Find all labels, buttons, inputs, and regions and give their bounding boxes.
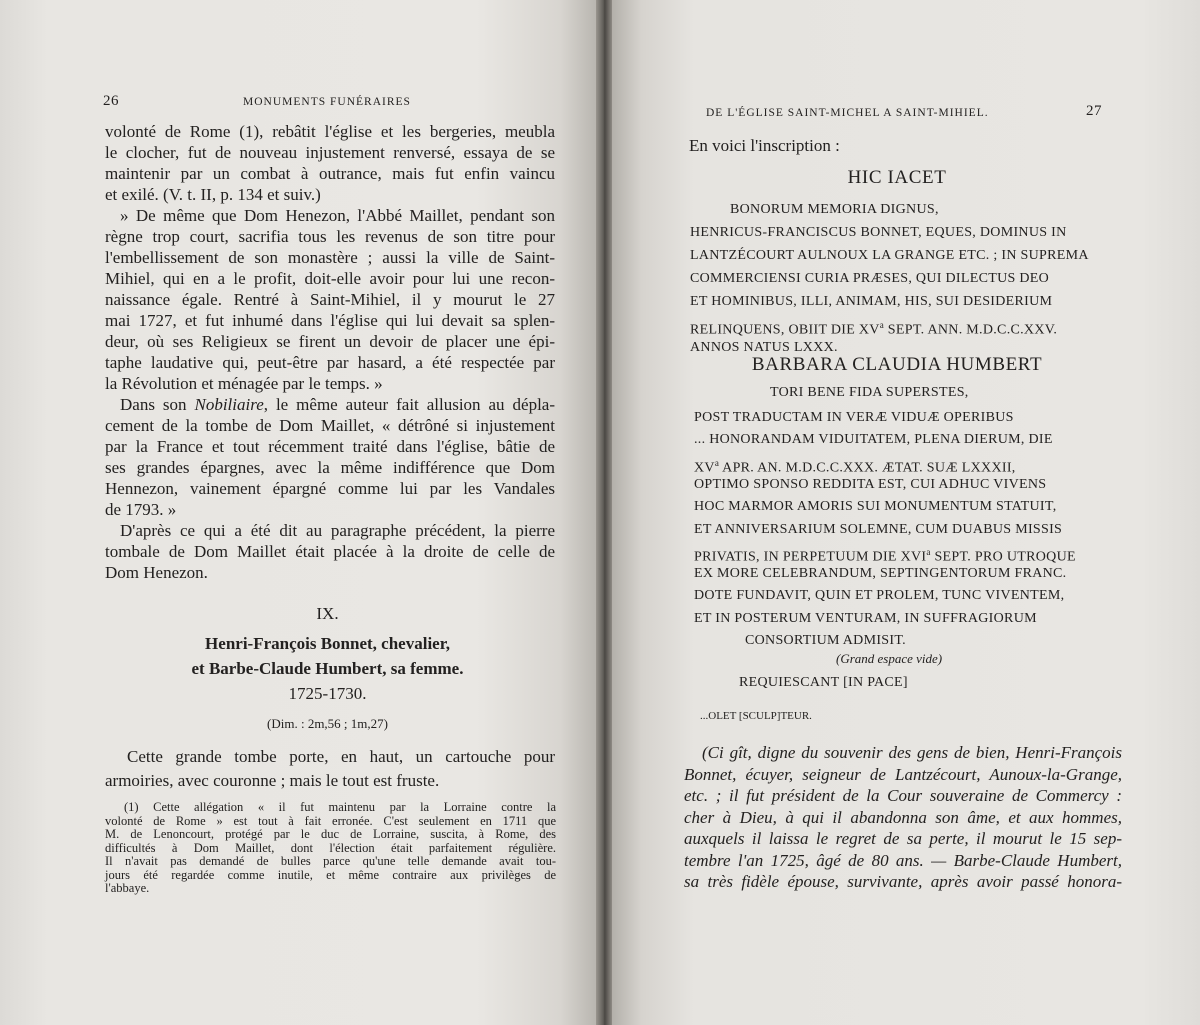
inscription-line: HOC MARMOR AMORIS SUI MONUMENTUM STATUIT,: [694, 499, 1057, 515]
right-page-number: 27: [1086, 103, 1102, 119]
body-text-line: par la France et tout récemment traité dans l'église, bâtie de: [105, 437, 555, 456]
body-text-line: deur, où ses Religieux se firent un devoir de placer une épi-: [105, 332, 555, 351]
inscription-title: HIC IACET: [847, 167, 947, 188]
inscription-line: ET IN POSTERUM VENTURAM, IN SUFFRAGIORUM: [694, 610, 1037, 626]
inscription-line: POST TRADUCTAM IN VERÆ VIDUÆ OPERIBUS: [694, 410, 1014, 425]
footnote-line: l'abbaye.: [105, 881, 150, 895]
inscription-line: BONORUM MEMORIA DIGNUS,: [730, 202, 939, 217]
body-text-line: le clocher, fut de nouveau injustement renversé, essaya de se: [105, 143, 555, 162]
footnote-line: volonté de Rome » est tout à fait erronée. C'est seulement en 1711 que: [105, 813, 556, 828]
right-running-head: DE L'ÉGLISE SAINT-MICHEL A SAINT-MIHIEL.: [706, 107, 989, 119]
body-text-line: la Révolution et ménagée par le temps. »: [105, 374, 383, 393]
translation-line: auxquels il laissa le regret de sa perte, il mourut le 15 sep-: [684, 829, 1122, 848]
left-page-number: 26: [103, 93, 119, 109]
body-text-line: Hennezon, vainement épargné comme lui par les Vandales: [105, 479, 555, 498]
dimensions-note: (Dim. : 2m,56 ; 1m,27): [267, 716, 388, 731]
body-text-line: de 1793. »: [105, 500, 177, 519]
inscription-line: ET HOMINIBUS, ILLI, ANIMAM, HIS, SUI DESIDERIUM: [690, 294, 1053, 309]
body-text-line: volonté de Rome (1), rebâtit l'église et les bergeries, meubla: [105, 122, 555, 141]
section-title-line-1: Henri-François Bonnet, chevalier,: [205, 634, 450, 653]
book-gutter: [596, 0, 612, 1025]
inscription-intro: En voici l'inscription :: [689, 136, 840, 155]
wife-line: TORI BENE FIDA SUPERSTES,: [770, 385, 969, 400]
requiescant-line: REQUIESCANT [IN PACE]: [739, 675, 908, 690]
inscription-line: CONSORTIUM ADMISIT.: [745, 633, 906, 648]
translation-line: tembre l'an 1725, âgé de 80 ans. — Barbe-Claude Humbert,: [684, 850, 1122, 870]
translation-line: (Ci gît, digne du souvenir des gens de bien, Henri-François: [702, 743, 1122, 762]
inscription-line: $XV^a$ APR. AN. M.D.C.C.XXX. ÆTAT. SUÆ LXXXII,: [694, 457, 1016, 476]
translation-line: etc. ; il fut président de la Cour souveraine de Commercy :: [684, 786, 1122, 805]
footnote-line: difficultés à Dom Maillet, dont l'élection était parfaitement régulière.: [105, 840, 556, 855]
section-dates: 1725-1730.: [288, 684, 367, 703]
footnote-line: (1) Cette allégation « il fut maintenu par la Lorraine contre la: [124, 800, 556, 814]
body-text-line: Dans son Nobiliaire, le même auteur fait allusion au dépla-: [120, 395, 555, 414]
inscription-line: ET ANNIVERSARIUM SOLEMNE, CUM DUABUS MISSIS: [694, 521, 1063, 537]
body-text-line: règne trop court, sacrifia tous les revenus de son titre pour: [105, 227, 555, 246]
body-text-line: l'embellissement de son monastère ; aussi la ville de Saint-: [105, 248, 555, 267]
footnote-line: jours été regardée comme inutile, et même contraire aux privilèges de: [105, 867, 556, 882]
translation-line: Bonnet, écuyer, seigneur de Lantzécourt, Aunoux-la-Grange,: [684, 764, 1122, 784]
footnote-line: Il n'avait pas demandé de bulles parce qu'une telle demande avait tou-: [105, 854, 556, 868]
description-line: Cette grande tombe porte, en haut, un cartouche pour: [127, 747, 555, 766]
body-text-line: » De même que Dom Henezon, l'Abbé Maillet, pendant son: [120, 206, 555, 225]
inscription-line: DOTE FUNDAVIT, QUIN ET PROLEM, TUNC VIVENTEM,: [694, 588, 1065, 604]
wife-name: BARBARA CLAUDIA HUMBERT: [751, 354, 1043, 375]
inscription-line: RELINQUENS, OBIIT DIE $XV^a$ SEPT. ANN. M.D.C.C.XXV.: [690, 320, 1058, 338]
translation-line: cher à Dieu, à qui il abandonna son âme, et aux hommes,: [684, 807, 1122, 827]
footnote-line: M. de Lenoncourt, protégé par le duc de Lorraine, suscita, à Rome, des: [105, 827, 556, 841]
inscription-line: ... HONORANDAM VIDUITATEM, PLENA DIERUM, DIE: [694, 432, 1053, 448]
inscription-line: PRIVATIS, IN PERPETUUM DIE XVI$^a$ SEPT. PRO UTROQUE: [694, 546, 1076, 565]
left-running-head: MONUMENTS FUNÉRAIRES: [243, 96, 411, 108]
body-text-line: cement de la tombe de Dom Maillet, « détrôné si injustement: [105, 416, 555, 435]
body-text-line: ses grandes épargnes, avec la même indifférence que Dom: [105, 458, 555, 477]
body-text-line: D'après ce qui a été dit au paragraphe précédent, la pierre: [120, 521, 555, 540]
body-text-line: mai 1727, et fut inhumé dans l'église qui lui devait sa splen-: [105, 311, 555, 330]
inscription-line: ANNOS NATUS LXXX.: [690, 340, 838, 355]
sculptor-line: ...OLET [SCULP]TEUR.: [700, 710, 812, 722]
body-text-line: taphe laudative qui, peut-être par hasard, a été respectée par: [105, 353, 555, 372]
section-number: IX.: [316, 604, 339, 623]
left-page: [0, 0, 596, 1025]
body-text-line: maintenir par un combat à outrance, mais fut enfin vaincu: [105, 164, 555, 183]
blank-space-note: (Grand espace vide): [836, 651, 943, 666]
body-text-line: et exilé. (V. t. II, p. 134 et suiv.): [105, 185, 321, 204]
inscription-line: LANTZÉCOURT AULNOUX LA GRANGE ETC. ; IN SUPREMA: [690, 248, 1089, 263]
body-text-line: naissance égale. Rentré à Saint-Mihiel, il y mourut le 27: [105, 290, 555, 309]
inscription-line: COMMERCIENSI CURIA PRÆSES, QUI DILECTUS DEO: [690, 271, 1050, 286]
section-title-line-2: et Barbe-Claude Humbert, sa femme.: [191, 659, 464, 678]
body-text-line: tombale de Dom Maillet était placée à la droite de celle de: [105, 542, 555, 561]
right-page: [612, 0, 1200, 1025]
inscription-line: OPTIMO SPONSO REDDITA EST, CUI ADHUC VIVENS: [694, 476, 1047, 492]
inscription-line: EX MORE CELEBRANDUM, SEPTINGENTORUM FRANC.: [694, 566, 1067, 582]
translation-line: sa très fidèle épouse, survivante, après avoir passé honora-: [684, 872, 1122, 891]
body-text-line: Dom Henezon.: [105, 563, 208, 582]
body-text-line: Mihiel, qui en a le profit, doit-elle avoir pour lui une recon-: [105, 269, 555, 288]
inscription-line: HENRICUS-FRANCISCUS BONNET, EQUES, DOMINUS IN: [690, 225, 1067, 240]
description-line: armoiries, avec couronne ; mais le tout est fruste.: [105, 771, 440, 790]
